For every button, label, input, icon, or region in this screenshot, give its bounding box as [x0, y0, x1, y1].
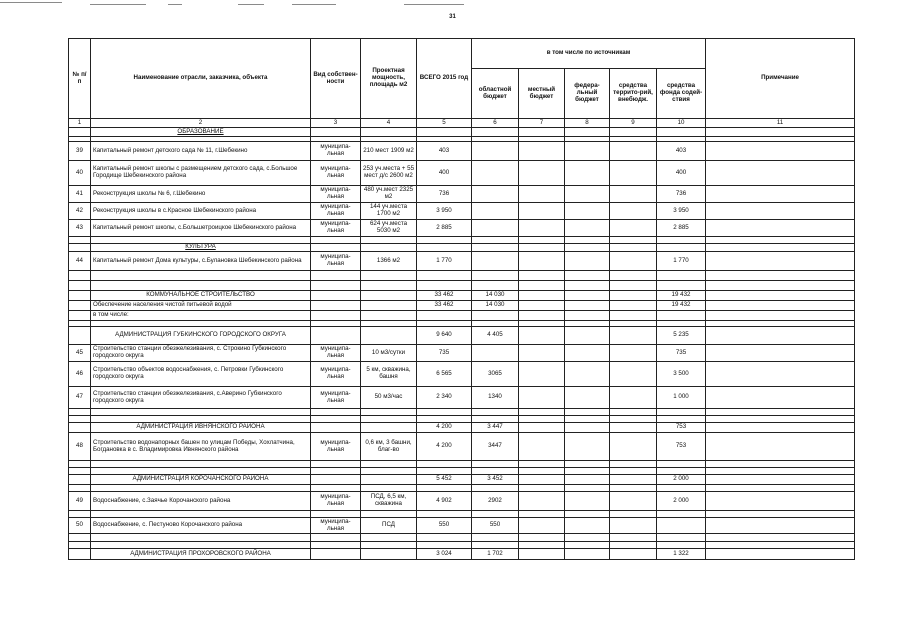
summary-row-water: [69, 301, 855, 311]
admin-label-gubkin: АДМИНИСТРАЦИЯ ГУБКИНСКОГО ГОРОДСКОГО ОКРУГА: [91, 327, 311, 345]
row-federal: [565, 362, 610, 387]
row-name: Капитальный ремонт детского сада № 11, г.Шебекино: [91, 142, 311, 161]
section-row-culture: [69, 244, 855, 252]
row-total: 6 565: [417, 362, 472, 387]
admin-total-ivnya: 4 200: [417, 423, 472, 433]
row-local: [519, 518, 565, 534]
admin-fund-ivnya: 753: [657, 423, 706, 433]
row-num: 46: [69, 362, 91, 387]
header-local: местный бюджет: [519, 69, 565, 119]
page-number: 31: [449, 14, 456, 20]
row-num: 50: [69, 518, 91, 534]
col-number: 8: [565, 119, 610, 128]
row-note: [706, 186, 855, 203]
row-num: 49: [69, 492, 91, 511]
including-label: в том числе:: [91, 311, 311, 321]
row-ownership: муниципа-льная: [311, 220, 361, 237]
row-total: 2 885: [417, 220, 472, 237]
row-fund: 403: [657, 142, 706, 161]
row-regional: [472, 345, 519, 362]
header-note: Примечание: [706, 39, 855, 119]
row-local: [519, 220, 565, 237]
row-capacity: 480 уч.мест 2325 м2: [361, 186, 417, 203]
header-regional: областной бюджет: [472, 69, 519, 119]
col-number: 4: [361, 119, 417, 128]
row-ownership: муниципа-льная: [311, 161, 361, 186]
table-row: [69, 345, 855, 362]
row-name: Строительство станции обезжелезивания, с.Аверино Губкинского городского округа: [91, 387, 311, 409]
row-regional: 550: [472, 518, 519, 534]
row-total: 2 340: [417, 387, 472, 409]
row-name: Строительство объектов водоснабжения, с. Петровки Губкинского городского округа: [91, 362, 311, 387]
col-number: 10: [657, 119, 706, 128]
row-local: [519, 161, 565, 186]
header-fund: средства фонда содей-ствия: [657, 69, 706, 119]
row-territory: [610, 518, 657, 534]
row-capacity: 0,6 км, 3 башни, благ-во: [361, 433, 417, 461]
row-note: [706, 252, 855, 271]
admin-label-ivnya: АДМИНИСТРАЦИЯ ИВНЯНСКОГО РАЙОНА: [91, 423, 311, 433]
admin-regional-gubkin: 4 405: [472, 327, 519, 345]
table-row: [69, 518, 855, 534]
admin-total-prokhorovka: 3 024: [417, 549, 472, 560]
section-title-culture: КУЛЬТУРА: [91, 244, 311, 252]
header-capacity: Проектная мощность, площадь м2: [361, 39, 417, 119]
row-capacity: 624 уч.места 5030 м2: [361, 220, 417, 237]
header-ownership: Вид собствен-ности: [311, 39, 361, 119]
row-fund: 736: [657, 186, 706, 203]
col-number: 3: [311, 119, 361, 128]
row-federal: [565, 220, 610, 237]
top-rule-3: [168, 4, 182, 5]
communal-fund: 19 432: [657, 291, 706, 301]
row-ownership: муниципа-льная: [311, 203, 361, 220]
table-row: [69, 142, 855, 161]
row-territory: [610, 203, 657, 220]
row-territory: [610, 362, 657, 387]
row-total: 4 902: [417, 492, 472, 511]
row-regional: [472, 220, 519, 237]
row-num: 42: [69, 203, 91, 220]
row-total: 550: [417, 518, 472, 534]
admin-label-korocha: АДМИНИСТРАЦИЯ КОРОЧАНСКОГО РАЙОНА: [91, 475, 311, 485]
row-num: 47: [69, 387, 91, 409]
row-num: 45: [69, 345, 91, 362]
row-total: 3 950: [417, 203, 472, 220]
row-name: Капитальный ремонт школы, с.Большетроицкое Шебекинского района: [91, 220, 311, 237]
row-ownership: муниципа-льная: [311, 362, 361, 387]
row-federal: [565, 161, 610, 186]
admin-fund-korocha: 2 000: [657, 475, 706, 485]
row-ownership: муниципа-льная: [311, 433, 361, 461]
row-regional: [472, 161, 519, 186]
table-row: [69, 186, 855, 203]
table-row: [69, 362, 855, 387]
row-regional: 3065: [472, 362, 519, 387]
row-ownership: муниципа-льная: [311, 345, 361, 362]
row-note: [706, 433, 855, 461]
col-number: 2: [91, 119, 311, 128]
row-local: [519, 142, 565, 161]
row-fund: 1 770: [657, 252, 706, 271]
header-federal: федера-льный бюджет: [565, 69, 610, 119]
table-row: [69, 387, 855, 409]
including-row: [69, 311, 855, 321]
row-fund: [657, 518, 706, 534]
row-ownership: муниципа-льная: [311, 142, 361, 161]
row-name: Реконструкция школы № 6, г.Шебекино: [91, 186, 311, 203]
admin-regional-korocha: 3 452: [472, 475, 519, 485]
row-ownership: муниципа-льная: [311, 492, 361, 511]
admin-fund-prokhorovka: 1 322: [657, 549, 706, 560]
column-number-row: [69, 119, 855, 128]
admin-regional-ivnya: 3 447: [472, 423, 519, 433]
table-row: [69, 220, 855, 237]
water-total: 33 462: [417, 301, 472, 311]
row-territory: [610, 161, 657, 186]
row-territory: [610, 252, 657, 271]
row-local: [519, 252, 565, 271]
row-federal: [565, 492, 610, 511]
row-regional: 1340: [472, 387, 519, 409]
row-name: Водоснабжение, с. Пестуново Корочанского района: [91, 518, 311, 534]
row-note: [706, 492, 855, 511]
section-row-education: [69, 128, 855, 137]
row-local: [519, 203, 565, 220]
row-total: 1 770: [417, 252, 472, 271]
row-ownership: муниципа-льная: [311, 518, 361, 534]
row-name: Строительство станции обезжелезивания, с. Строкино Губкинского городского округа: [91, 345, 311, 362]
row-local: [519, 362, 565, 387]
row-territory: [610, 345, 657, 362]
row-territory: [610, 186, 657, 203]
row-note: [706, 362, 855, 387]
row-federal: [565, 433, 610, 461]
row-federal: [565, 186, 610, 203]
row-regional: [472, 203, 519, 220]
table-row: [69, 492, 855, 511]
row-capacity: 253 уч.места + 55 мест д/с 2600 м2: [361, 161, 417, 186]
row-territory: [610, 142, 657, 161]
row-total: 4 200: [417, 433, 472, 461]
row-name: Водоснабжение, с.Заячье Корочанского района: [91, 492, 311, 511]
admin-row-gubkin: [69, 327, 855, 345]
row-note: [706, 387, 855, 409]
row-note: [706, 142, 855, 161]
row-ownership: муниципа-льная: [311, 252, 361, 271]
admin-row-prokhorovka: [69, 549, 855, 560]
admin-fund-gubkin: 5 235: [657, 327, 706, 345]
row-territory: [610, 492, 657, 511]
row-num: 48: [69, 433, 91, 461]
row-local: [519, 492, 565, 511]
row-total: 735: [417, 345, 472, 362]
row-local: [519, 387, 565, 409]
row-name: Капитальный ремонт школы с размещением детского сада, с.Большое Городище Шебекинского района: [91, 161, 311, 186]
header-total: ВСЕГО 2015 год: [417, 39, 472, 119]
row-fund: 753: [657, 433, 706, 461]
table-row: [69, 252, 855, 271]
admin-total-korocha: 5 452: [417, 475, 472, 485]
row-regional: [472, 252, 519, 271]
row-fund: 400: [657, 161, 706, 186]
row-fund: 1 000: [657, 387, 706, 409]
row-total: 736: [417, 186, 472, 203]
header-sources-group: в том числе по источникам: [472, 39, 706, 69]
row-federal: [565, 518, 610, 534]
row-capacity: 1366 м2: [361, 252, 417, 271]
admin-row-korocha: [69, 475, 855, 485]
water-label: Обеспечение населения чистой питьевой водой: [91, 301, 311, 311]
row-regional: 2902: [472, 492, 519, 511]
admin-row-ivnya: [69, 423, 855, 433]
admin-label-prokhorovka: АДМИНИСТРАЦИЯ ПРОХОРОВСКОГО РАЙОНА: [91, 549, 311, 560]
row-capacity: ПСД, 6,5 км, скважина: [361, 492, 417, 511]
row-regional: 3447: [472, 433, 519, 461]
row-capacity: 144 уч.места 1700 м2: [361, 203, 417, 220]
row-total: 403: [417, 142, 472, 161]
section-title-education: ОБРАЗОВАНИЕ: [91, 128, 311, 137]
row-capacity: 210 мест 1909 м2: [361, 142, 417, 161]
summary-row-communal: [69, 291, 855, 301]
row-num: 40: [69, 161, 91, 186]
header-num: № п/п: [69, 39, 91, 119]
table-row: [69, 203, 855, 220]
communal-total: 33 462: [417, 291, 472, 301]
header-territory: средства террито-рий, внебюдж.: [610, 69, 657, 119]
admin-regional-prokhorovka: 1 702: [472, 549, 519, 560]
communal-label: КОММУНАЛЬНОЕ СТРОИТЕЛЬСТВО: [91, 291, 311, 301]
row-fund: 3 500: [657, 362, 706, 387]
funding-table: [68, 38, 855, 560]
top-rule-1: [0, 2, 62, 3]
row-federal: [565, 142, 610, 161]
table-row: [69, 161, 855, 186]
top-rule-4: [238, 4, 264, 5]
row-capacity: 50 м3/час: [361, 387, 417, 409]
row-local: [519, 345, 565, 362]
row-territory: [610, 220, 657, 237]
row-ownership: муниципа-льная: [311, 186, 361, 203]
row-local: [519, 186, 565, 203]
col-number: 9: [610, 119, 657, 128]
row-federal: [565, 387, 610, 409]
col-number: 5: [417, 119, 472, 128]
row-ownership: муниципа-льная: [311, 387, 361, 409]
row-federal: [565, 252, 610, 271]
communal-regional: 14 030: [472, 291, 519, 301]
row-federal: [565, 345, 610, 362]
row-note: [706, 203, 855, 220]
row-name: Строительство водонапорных башен по улицам Победы, Хохлатчина, Богдановка в с. Владимировка Ивнянского района: [91, 433, 311, 461]
row-capacity: ПСД: [361, 518, 417, 534]
row-territory: [610, 433, 657, 461]
water-regional: 14 030: [472, 301, 519, 311]
table-row: [69, 433, 855, 461]
row-note: [706, 220, 855, 237]
col-number: 11: [706, 119, 855, 128]
row-fund: 2 000: [657, 492, 706, 511]
row-fund: 3 950: [657, 203, 706, 220]
row-regional: [472, 142, 519, 161]
row-territory: [610, 387, 657, 409]
top-rule-2: [90, 4, 146, 5]
row-num: 39: [69, 142, 91, 161]
admin-total-gubkin: 9 640: [417, 327, 472, 345]
row-num: 44: [69, 252, 91, 271]
water-fund: 19 432: [657, 301, 706, 311]
row-regional: [472, 186, 519, 203]
row-capacity: 10 м3/сутки: [361, 345, 417, 362]
row-num: 41: [69, 186, 91, 203]
row-federal: [565, 203, 610, 220]
row-total: 400: [417, 161, 472, 186]
top-rule-6: [404, 4, 464, 5]
row-capacity: 5 км, скважина, башня: [361, 362, 417, 387]
row-note: [706, 161, 855, 186]
row-note: [706, 345, 855, 362]
row-name: Капитальный ремонт Дома культуры, с.Булановка Шебекинского района: [91, 252, 311, 271]
col-number: 6: [472, 119, 519, 128]
row-fund: 735: [657, 345, 706, 362]
top-rule-5: [292, 4, 336, 5]
row-local: [519, 433, 565, 461]
col-number: 7: [519, 119, 565, 128]
row-num: 43: [69, 220, 91, 237]
row-note: [706, 518, 855, 534]
row-fund: 2 885: [657, 220, 706, 237]
header-name: Наименование отрасли, заказчика, объекта: [91, 39, 311, 119]
row-name: Реконструкция школы в с.Красное Шебекинского района: [91, 203, 311, 220]
col-number: 1: [69, 119, 91, 128]
